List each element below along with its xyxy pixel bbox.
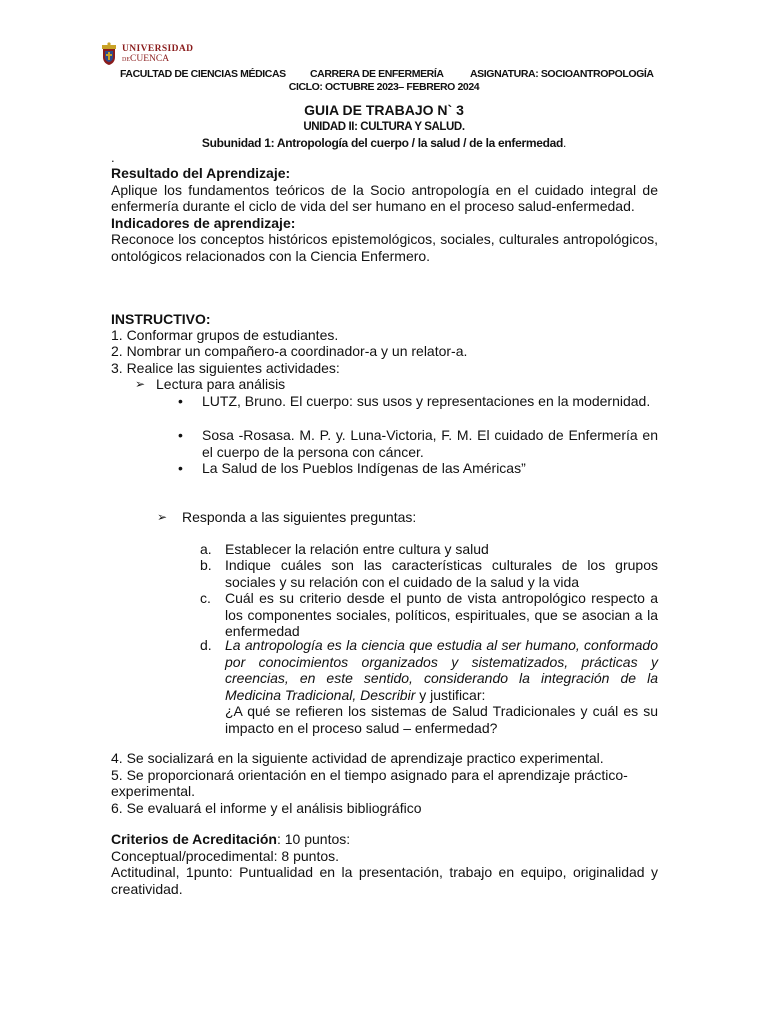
reading-item: La Salud de los Pueblos Indígenas de las Américas” [202,460,526,476]
instructivo-heading: INSTRUCTIVO: [111,311,211,327]
question-text: Indique cuáles son las características culturales de los grupos sociales y su relación con el cuidado de la salud y la vida [225,557,658,590]
criterios-line-1: Conceptual/procedimental: 8 puntos. [111,847,340,864]
arrow-bullet-icon: ➢ [157,510,168,524]
instructivo-step-2: 2. Nombrar un compañero-a coordinador-a y un relator-a. [111,343,468,359]
logo-city-name: DECUENCA [122,54,170,64]
document-title: GUIA DE TRABAJO N` 3 [304,102,464,118]
indicadores-text: Reconoce los conceptos históricos epistemológicos, sociales, culturales antropológicos, ontológicos relacionados con la Ciencia Enfermero. [111,231,658,264]
preguntas-label: Responda a las siguientes preguntas: [182,509,417,525]
reading-item: LUTZ, Bruno. El cuerpo: sus usos y representaciones en la modernidad. [202,393,651,409]
question-letter: b. [200,557,212,573]
instructivo-step-3: 3. Realice las siguientes actividades: [111,360,340,376]
reading-item: Sosa -Rosasa. M. P. y. Luna-Victoria, F. M. El cuidado de Enfermería en el cuerpo de la persona con cáncer. [202,427,658,460]
question-letter: d. [200,637,212,653]
unit-title: UNIDAD II: CULTURA Y SALUD. [303,121,465,133]
question-letter: a. [200,541,212,557]
question-text: Establecer la relación entre cultura y salud [225,541,489,557]
resultado-text: Aplique los fundamentos teóricos de la Socio antropología en el cuidado integral de enfermería durante el ciclo de vida del ser humano en el proceso salud-enfermedad. [111,181,658,214]
final-step-5: 5. Se proporcionará orientación en el tiempo asignado para el aprendizaje práctico-experimental. [111,766,628,799]
header-faculty: FACULTAD DE CIENCIAS MÉDICAS [120,68,286,80]
resultado-heading: Resultado del Aprendizaje: [111,165,291,181]
header-subject: ASIGNATURA: SOCIOANTROPOLOGÍA [470,68,654,80]
header-cycle: CICLO: OCTUBRE 2023– FEBRERO 2024 [288,81,480,93]
bullet-icon: • [178,393,183,409]
question-italic: La antropología es la ciencia que estudia al ser humano, conformado por conocimientos organizados y sistematizados, prácticas y creencias, en este sentido, considerando la integración de la Medicina Tradicional, Describir [225,637,658,703]
indicadores-heading: Indicadores de aprendizaje: [111,214,296,231]
arrow-bullet-icon: ➢ [135,377,146,391]
subunit-title: Subunidad 1: Antropología del cuerpo / la salud / de la enfermedad. [201,136,567,150]
logo-university-name: UNIVERSIDAD [122,44,194,54]
final-steps [111,750,658,816]
criterios-heading: Criterios de Acreditación: 10 puntos: [111,831,351,847]
bullet-icon: • [178,460,183,476]
university-logo [101,42,193,68]
lectura-label: Lectura para análisis [156,376,286,392]
question-text: Cuál es su criterio desde el punto de vista antropológico respecto a los componentes sociales, políticos, espirituales, que se asocian a la enfermedad [225,590,658,639]
question-letter: c. [200,590,211,606]
university-crest-icon [101,42,117,66]
stray-dot: . [111,150,115,165]
criterios-section [111,831,658,897]
question-extra: ¿A qué se refieren los sistemas de Salud Tradicionales y cuál es su impacto en el proceso salud – enfermedad? [225,703,658,736]
instructivo-step-1: 1. Conformar grupos de estudiantes. [111,327,339,343]
final-step-4: 4. Se socializará en la siguiente actividad de aprendizaje practico experimental. [111,750,604,766]
bullet-icon: • [178,427,183,443]
resultado-section [111,165,658,264]
question-text: La antropología es la ciencia que estudia al ser humano, conformado por conocimientos organizados y sistematizados, prácticas y creencias, en este sentido, considerando la integración de la Medicina Tradicional, Describir y justificar: ¿A qué se refieren los sistemas de Salud Tradicionales y cuál es su impacto en el proceso salud – enfermedad? [225,637,658,736]
header-career: CARRERA DE ENFERMERÍA [310,68,444,80]
criterios-line-2: Actitudinal, 1punto: Puntualidad en la presentación, trabajo en equipo, originalidad y creatividad. [111,864,658,897]
final-step-6: 6. Se evaluará el informe y el análisis bibliográfico [111,799,422,816]
